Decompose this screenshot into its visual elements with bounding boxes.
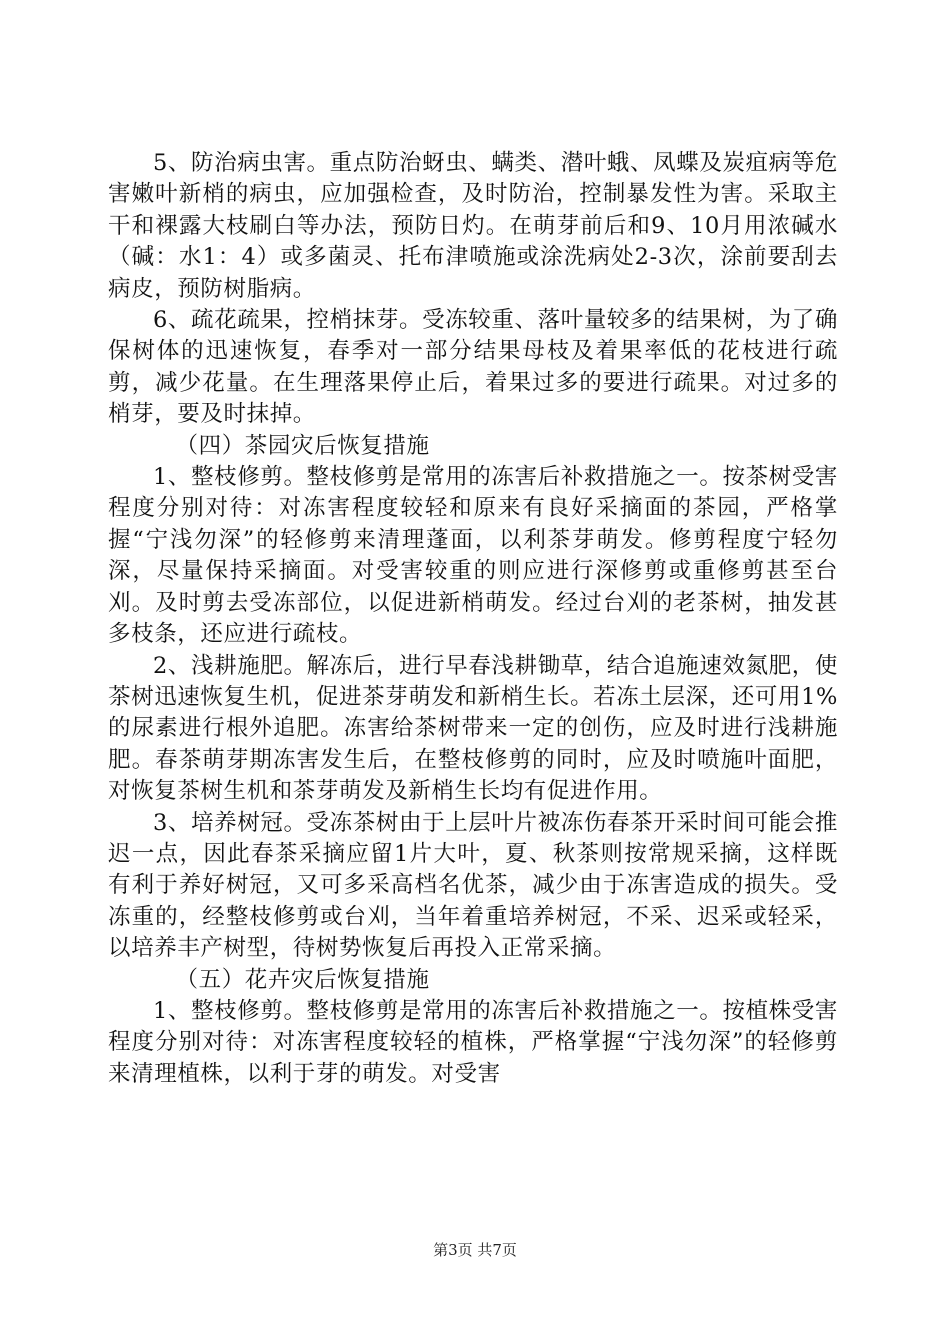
page-body [108,148,838,1090]
paragraph-tea-canopy: 3、培养树冠。受冻茶树由于上层叶片被冻伤春茶开采时间可能会推迟一点，因此春茶采摘应留1片大叶，夏、秋茶则按常规采摘，这样既有利于养好树冠，又可多采高档名优茶，减少由于冻害造成的损失。受冻重的，经整枝修剪或台刈，当年着重培养树冠，不采、迟采或轻采，以培养丰产树型，待树势恢复后再投入正常采摘。 [108,809,838,962]
paragraph-tea-pruning: 1、整枝修剪。整枝修剪是常用的冻害后补救措施之一。按茶树受害程度分别对待：对冻害程度较轻和原来有良好采摘面的茶园，严格掌握“宁浅勿深”的轻修剪来清理蓬面，以利茶芽萌发。修剪程度宁轻勿深，尽量保持采摘面。对受害较重的则应进行深修剪或重修剪甚至台刈。及时剪去受冻部位，以促进新梢萌发。经过台刈的老茶树，抽发甚多枝条，还应进行疏枝。 [108,464,838,648]
paragraph-pest-control: 5、防治病虫害。重点防治蚜虫、螨类、潜叶蛾、凤蝶及炭疽病等危害嫩叶新梢的病虫，应加强检查，及时防治，控制暴发性为害。采取主干和裸露大枝刷白等办法，预防日灼。在萌芽前后和9、10月用浓碱水（碱：水1：4）或多菌灵、托布津喷施或涂洗病处2-3次，涂前要刮去病皮，预防树脂病。 [108,150,838,302]
paragraph-thinning-flowers: 6、疏花疏果，控梢抹芽。受冻较重、落叶量较多的结果树，为了确保树体的迅速恢复，春季对一部分结果母枝及着果率低的花枝进行疏剪，减少花量。在生理落果停止后，着果过多的要进行疏果。对过多的梢芽，要及时抹掉。 [108,307,838,428]
section-heading-tea-garden: （四）茶园灾后恢复措施 [175,432,430,459]
section-heading-flowers: （五）花卉灾后恢复措施 [175,966,430,993]
paragraph-tea-fertilizing: 2、浅耕施肥。解冻后，进行早春浅耕锄草，结合追施速效氮肥，使茶树迅速恢复生机，促进茶芽萌发和新梢生长。若冻土层深，还可用1%的尿素进行根外追肥。冻害给茶树带来一定的创伤，应及时进行浅耕施肥。春茶萌芽期冻害发生后，在整枝修剪的同时，应及时喷施叶面肥，对恢复茶树生机和茶芽萌发及新梢生长均有促进作用。 [108,652,838,805]
page-number-footer: 第3页 共7页 [433,1241,517,1259]
paragraph-flower-pruning: 1、整枝修剪。整枝修剪是常用的冻害后补救措施之一。按植株受害程度分别对待：对冻害程度较轻的植株，严格掌握“宁浅勿深”的轻修剪来清理植株，以利于芽的萌发。对受害 [108,997,838,1087]
